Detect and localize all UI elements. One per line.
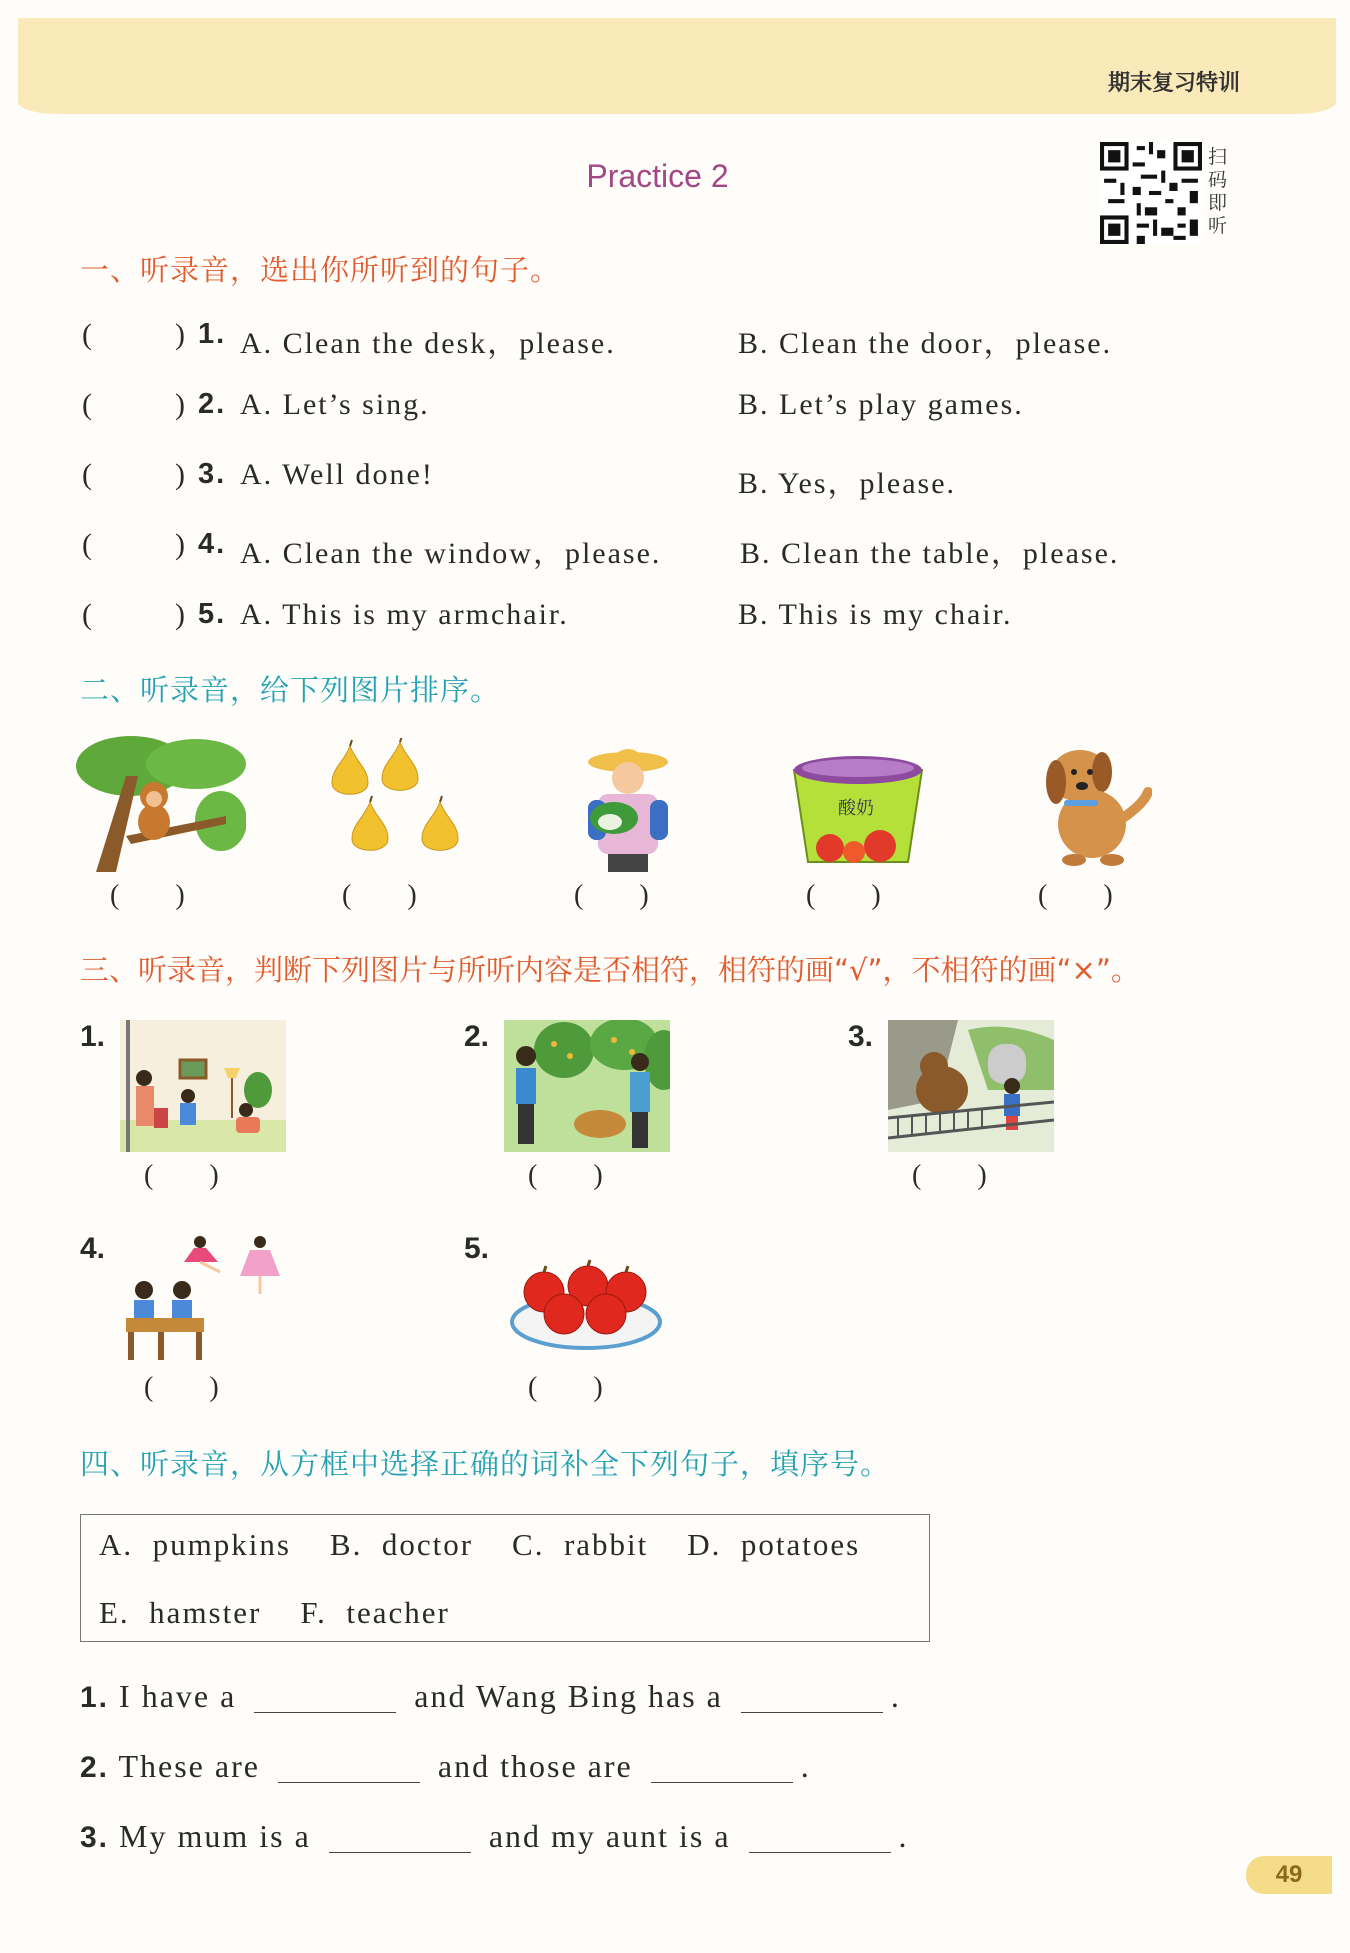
page-number: 49 [1246, 1856, 1332, 1894]
option-b: B. Yes，please. [738, 467, 957, 500]
item-number: 5. [464, 1232, 490, 1265]
question-row [82, 458, 1232, 502]
answer-paren-right: ) [175, 318, 187, 351]
section1-heading: 一、听录音，选出你所听到的句子。 [80, 253, 561, 287]
question-number: 4. [198, 528, 227, 560]
answer-paren-right: ) [175, 388, 187, 421]
item-number: 1. [80, 1020, 106, 1053]
option-a: A. Well done! [240, 458, 434, 491]
answer-paren-left[interactable]: ( [82, 388, 94, 421]
option-b: B. Clean the door，please. [738, 327, 1113, 360]
word-box-line: E. hamster F. teacher [99, 1595, 450, 1630]
sentence-end: . [800, 1748, 811, 1784]
judge-paren[interactable]: ( ) [528, 1160, 603, 1191]
students-and-dancers-image [120, 1232, 286, 1362]
fill-sentence [80, 1748, 811, 1785]
sentence-text: My mum is a [119, 1818, 311, 1854]
answer-blank[interactable] [254, 1682, 396, 1713]
fill-sentence [80, 1678, 901, 1715]
word-box [80, 1514, 930, 1642]
option-a: A. This is my armchair. [240, 598, 569, 631]
option-a: A. Let’s sing. [240, 388, 430, 421]
answer-blank[interactable] [749, 1822, 891, 1853]
sentence-end: . [898, 1818, 909, 1854]
section3-heading: 三、听录音，判断下列图片与所听内容是否相符，相符的画“√”，不相符的画“×”。 [80, 953, 1140, 987]
answer-paren-right: ) [175, 458, 187, 491]
sentence-number: 2. [80, 1751, 110, 1784]
section2-heading: 二、听录音，给下列图片排序。 [80, 673, 501, 707]
order-paren[interactable]: ( ) [574, 880, 649, 911]
answer-paren-right: ) [175, 528, 187, 561]
item-number: 4. [80, 1232, 106, 1265]
order-paren[interactable]: ( ) [342, 880, 417, 911]
answer-paren-right: ) [175, 598, 187, 631]
answer-paren-left[interactable]: ( [82, 598, 94, 631]
option-b: B. Clean the table，please. [740, 537, 1120, 570]
qr-caption: 扫码即听 [1208, 146, 1228, 237]
answer-paren-left[interactable]: ( [82, 528, 94, 561]
yogurt-label: 酸奶 [838, 798, 874, 819]
order-paren[interactable]: ( ) [806, 880, 881, 911]
dog-image [1034, 742, 1152, 868]
header-tag: 期末复习特训 [1107, 71, 1240, 96]
answer-blank[interactable] [329, 1822, 471, 1853]
section4-heading: 四、听录音，从方框中选择正确的词补全下列句子，填序号。 [80, 1447, 891, 1481]
children-in-orchard-image [504, 1020, 670, 1152]
item-number: 3. [848, 1020, 874, 1053]
judge-paren[interactable]: ( ) [144, 1160, 219, 1191]
pears-image [322, 738, 466, 870]
word-box-line: A. pumpkins B. doctor C. rabbit D. potatoes [99, 1527, 861, 1562]
sentence-end: . [890, 1678, 901, 1714]
question-row [82, 388, 1232, 432]
question-row [82, 528, 1232, 572]
qr-code-icon[interactable] [1100, 142, 1202, 244]
fill-sentence [80, 1818, 909, 1855]
order-paren[interactable]: ( ) [110, 880, 185, 911]
bear-at-zoo-image [888, 1020, 1054, 1152]
sentence-text: These are [118, 1748, 260, 1784]
question-row [82, 598, 1232, 642]
order-paren[interactable]: ( ) [1038, 880, 1113, 911]
question-number: 3. [198, 458, 227, 490]
judge-paren[interactable]: ( ) [528, 1372, 603, 1403]
option-b: B. Let’s play games. [738, 388, 1024, 421]
option-b: B. This is my chair. [738, 598, 1013, 631]
question-number: 5. [198, 598, 227, 630]
sentence-text: and those are [437, 1748, 633, 1784]
question-row [82, 318, 1232, 362]
judge-paren[interactable]: ( ) [144, 1372, 219, 1403]
judge-paren[interactable]: ( ) [912, 1160, 987, 1191]
option-a: A. Clean the desk，please. [240, 327, 616, 360]
sentence-number: 1. [80, 1681, 110, 1714]
question-number: 2. [198, 388, 227, 420]
sentence-text: and Wang Bing has a [414, 1678, 723, 1714]
monkey-in-tree-image [76, 736, 246, 872]
yogurt-image [790, 752, 926, 868]
option-a: A. Clean the window，please. [240, 537, 662, 570]
plate-of-apples-image [508, 1256, 664, 1352]
living-room-family-image [120, 1020, 286, 1152]
item-number: 2. [464, 1020, 490, 1053]
answer-paren-left[interactable]: ( [82, 458, 94, 491]
sentence-text: and my aunt is a [488, 1818, 731, 1854]
sentence-text: I have a [119, 1678, 237, 1714]
sentence-number: 3. [80, 1821, 110, 1854]
answer-paren-left[interactable]: ( [82, 318, 94, 351]
page-title: Practice 2 [586, 158, 729, 194]
answer-blank[interactable] [278, 1752, 420, 1783]
farmer-with-cabbage-image [580, 736, 676, 872]
answer-blank[interactable] [741, 1682, 883, 1713]
answer-blank[interactable] [651, 1752, 793, 1783]
question-number: 1. [198, 318, 227, 350]
